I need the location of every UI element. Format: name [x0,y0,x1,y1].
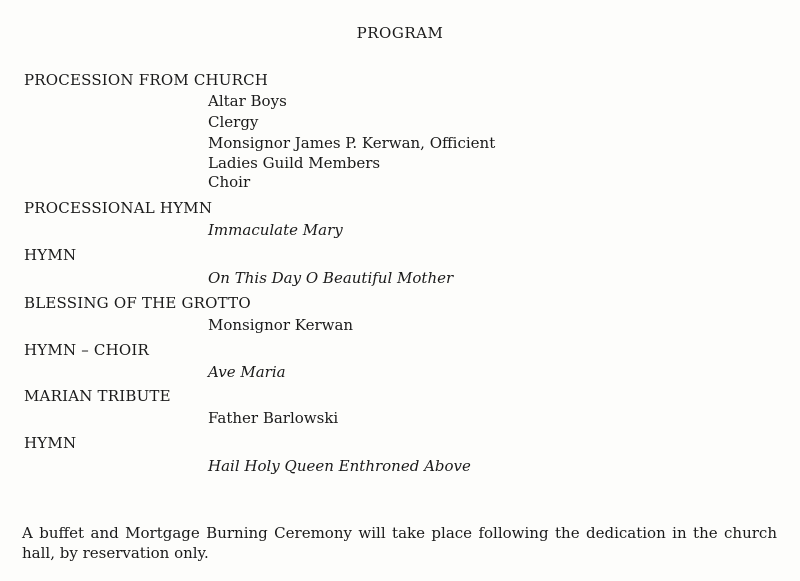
hymn-1-title: On This Day O Beautiful Mother [208,269,454,287]
section-heading-hymn-1: HYMN [24,246,77,264]
marian-tribute-speaker: Father Barlowski [208,409,339,427]
procession-item-monsignor: Monsignor James P. Kerwan, Officient [208,134,496,152]
page-title: PROGRAM [356,24,444,42]
procession-item-altar-boys: Altar Boys [208,92,287,110]
hymn-choir-title: Ave Maria [208,363,286,381]
hymn-2-title: Hail Holy Queen Enthroned Above [208,457,471,475]
procession-item-choir: Choir [208,173,251,191]
footer-note: A buffet and Mortgage Burning Ceremony will take place following the dedication in the church hall, by reservation only. [22,524,777,562]
section-heading-blessing: BLESSING OF THE GROTTO [24,294,251,312]
section-heading-processional-hymn: PROCESSIONAL HYMN [24,199,213,217]
blessing-officiant: Monsignor Kerwan [208,316,354,334]
processional-hymn-title: Immaculate Mary [208,221,343,239]
procession-item-clergy: Clergy [208,113,259,131]
section-heading-procession: PROCESSION FROM CHURCH [24,71,269,89]
procession-item-ladies-guild: Ladies Guild Members [208,154,381,172]
section-heading-hymn-2: HYMN [24,434,77,452]
section-heading-marian-tribute: MARIAN TRIBUTE [24,387,171,405]
section-heading-hymn-choir: HYMN – CHOIR [24,341,149,359]
